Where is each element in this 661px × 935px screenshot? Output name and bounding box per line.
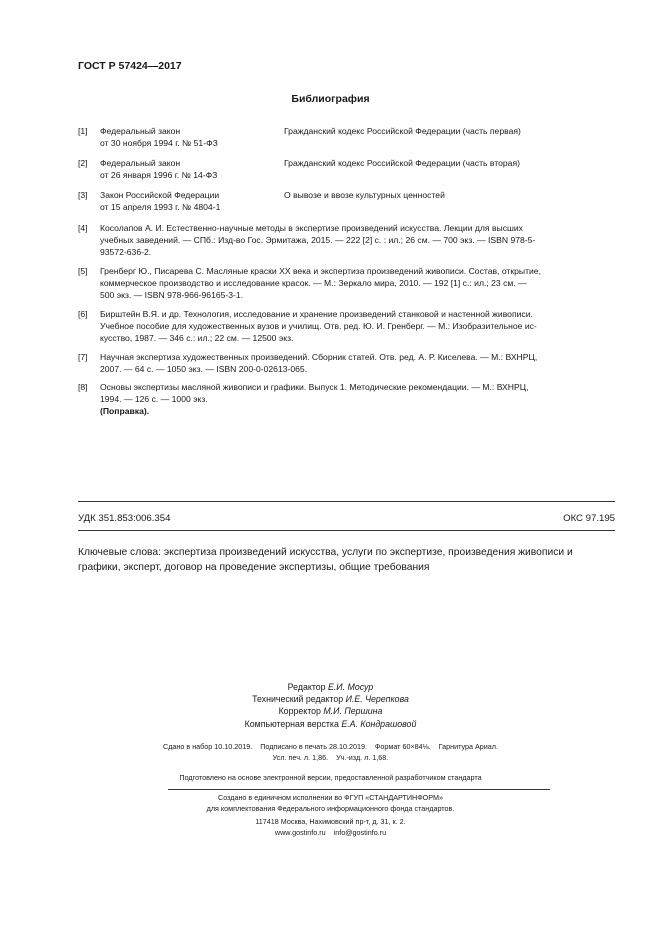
divider-publisher [168, 789, 550, 790]
reference-source-date: от 26 января 1996 г. № 14-ФЗ [100, 170, 218, 181]
reference-line: 500 экз. — ISBN 978-966-96165-3-1. [100, 290, 244, 301]
reference-line: Косолапов А. И. Естественно-научные методы в экспертизе произведений искусства. Лекции для высших [100, 223, 523, 233]
reference-source: Закон Российской Федерации [100, 190, 220, 200]
standard-number: ГОСТ Р 57424—2017 [78, 60, 182, 72]
reference-line: Гренберг Ю., Писарева С. Масляные краски XX века и экспертиза произведений живописи. Состав, открытие, [100, 266, 541, 276]
contact-line: www.gostinfo.ru info@gostinfo.ru [274, 827, 387, 837]
reference-source-date: от 30 ноября 1994 г. № 51-ФЗ [100, 138, 218, 149]
reference-number: [7] [78, 352, 88, 362]
imprint-line: Сдано в набор 10.10.2019. Подписано в печать 28.10.2019. Формат 60×84⅛. Гарнитура Ариал. [163, 742, 498, 751]
reference-number: [1] [78, 126, 88, 136]
keywords: Ключевые слова: экспертиза произведений искусства, услуги по экспертизе, произведения живописи и графики, эксперт, договор на проведение экспертизы, общие требования [78, 547, 573, 573]
udk-code: УДК 351.853:006.354 [78, 513, 171, 524]
credit-proofreader: Корректор М.И. Першина [278, 706, 383, 717]
reference-line: 93572-636-2. [100, 247, 152, 258]
reference-line: учебных заведений. — СПб.: Изд-во Гос. Эрмитажа, 2015. — 222 [2] с. : ил.; 26 см. — 700 экз. — ISBN 978-5- [100, 235, 536, 246]
credit-layout: Компьютерная верстка Е.А. Кондрашовой [244, 718, 417, 729]
amendment-note: (Поправка). [100, 406, 150, 417]
reference-line: 2007. — 64 с. — 1050 экз. — ISBN 200-0-02613-065. [100, 364, 308, 375]
reference-source: Федеральный закон [100, 126, 181, 136]
publisher-block [0, 793, 661, 814]
oks-code: ОКС 97.195 [563, 513, 615, 524]
reference-number: [3] [78, 190, 88, 200]
reference-title: Гражданский кодекс Российской Федерации (часть вторая) [284, 158, 520, 168]
reference-number: [6] [78, 309, 88, 319]
address-block [0, 817, 661, 838]
address-line: 117418 Москва, Нахимовский пр-т, д. 31, к. 2. [255, 817, 406, 826]
reference-number: [5] [78, 266, 88, 276]
imprint-block [0, 742, 661, 763]
imprint-line: Усл. печ. л. 1,86. Уч.-изд. л. 1,68. [272, 752, 389, 762]
reference-title: Гражданский кодекс Российской Федерации (часть первая) [284, 126, 521, 136]
reference-line: Основы экспертизы масляной живописи и графики. Выпуск 1. Методические рекомендации. — М.: ВХНРЦ, [100, 382, 529, 392]
reference-number: [4] [78, 223, 88, 233]
reference-line: 1994. — 126 с. — 1000 экз. [100, 394, 208, 405]
reference-number: [2] [78, 158, 88, 168]
reference-line: Учебное пособие для художественных вузов и училищ. Отв. ред. Ю. И. Гренберг. — М.: Изобразительное ис- [100, 321, 537, 332]
divider-bottom [78, 530, 615, 531]
credit-tech-editor: Технический редактор И.Е. Черепкова [252, 694, 409, 705]
reference-line: коммерческое производство и исследование красок. — М.: Зеркало мира, 2010. — 192 [1] с.: ил.; 23 см. — [100, 278, 527, 289]
publisher-line: для комплектования Федерального информационного фонда стандартов. [206, 803, 455, 813]
publisher-line: Создано в единичном исполнении во ФГУП «СТАНДАРТИНФОРМ» [218, 793, 443, 802]
reference-line: Научная экспертиза художественных произведений. Сборник статей. Отв. ред. А. Р. Киселева. — М.: ВХНРЦ, [100, 352, 538, 362]
prepared-note: Подготовлено на основе электронной версии, предоставленной разработчиком стандарта [179, 773, 482, 782]
section-title: Библиография [291, 93, 370, 105]
credit-editor: Редактор Е.И. Мосур [287, 682, 374, 692]
divider-top [78, 501, 615, 502]
reference-line: кусство, 1987. — 346 с.: ил.; 22 см. — 12500 экз. [100, 333, 294, 344]
reference-source-date: от 15 апреля 1993 г. № 4804-1 [100, 202, 221, 213]
reference-line: Бирштейн В.Я. и др. Технология, исследование и хранение произведений станковой и настенной живописи. [100, 309, 533, 319]
reference-number: [8] [78, 382, 88, 392]
reference-source: Федеральный закон [100, 158, 181, 168]
credits-block [0, 681, 661, 730]
reference-title: О вывозе и ввозе культурных ценностей [284, 190, 445, 200]
